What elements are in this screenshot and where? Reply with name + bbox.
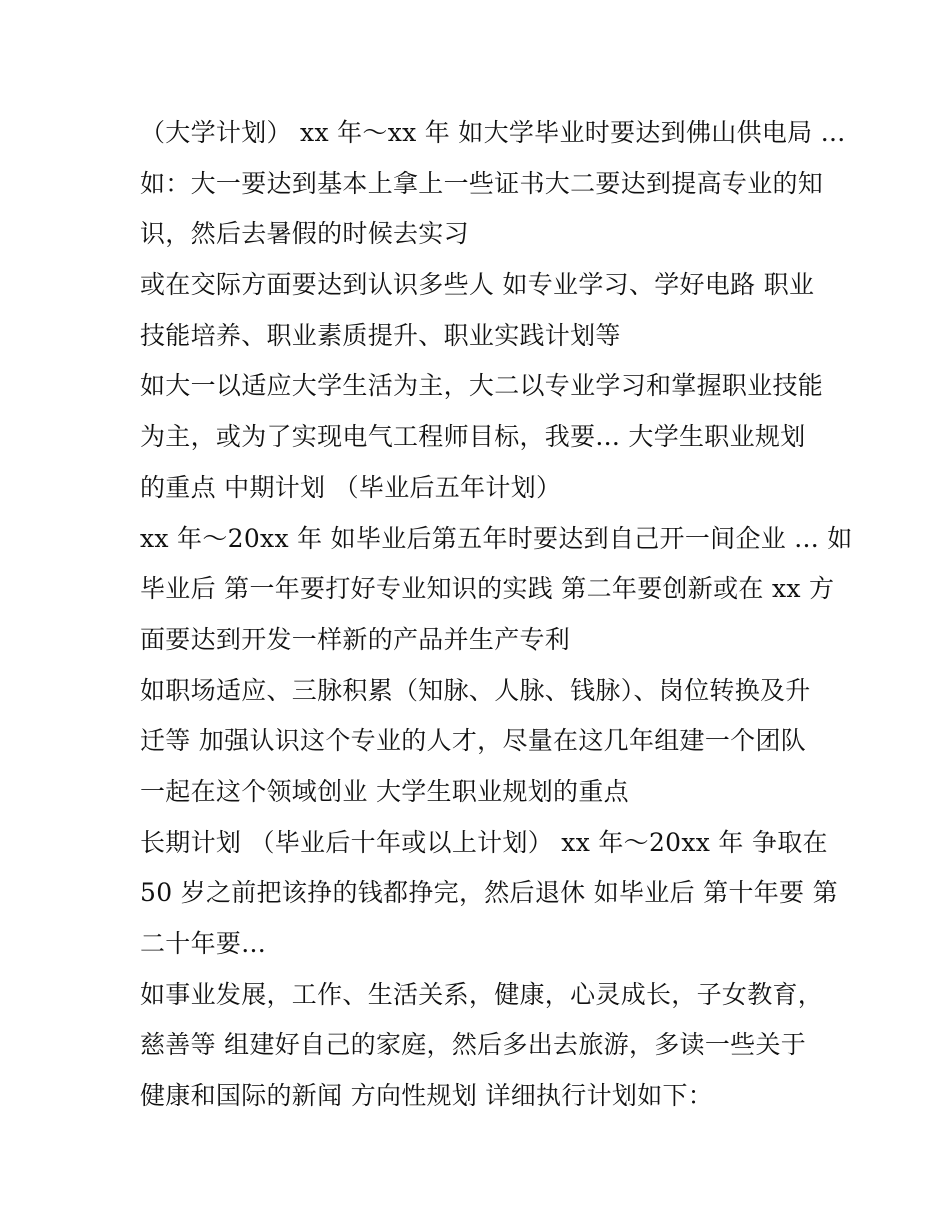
text-line: 技能培养、职业素质提升、职业实践计划等 bbox=[140, 320, 621, 350]
text-line: 健康和国际的新闻 方向性规划 详细执行计划如下： bbox=[140, 1081, 714, 1111]
text-line: 识，然后去暑假的时候去实习 bbox=[140, 219, 469, 249]
text-line: 慈善等 组建好自己的家庭，然后多出去旅游，多读一些关于 bbox=[140, 1030, 807, 1060]
text-line: xx 年～20xx 年 如毕业后第五年时要达到自己开一间企业 ... 如 bbox=[140, 523, 853, 553]
text-line: 或在交际方面要达到认识多些人 如专业学习、学好电路 职业 bbox=[140, 270, 815, 300]
text-line: 如事业发展，工作、生活关系，健康，心灵成长，子女教育， bbox=[140, 979, 824, 1009]
text-line: 毕业后 第一年要打好专业知识的实践 第二年要创新或在 xx 方 bbox=[140, 574, 835, 604]
text-line: 长期计划 （毕业后十年或以上计划） xx 年～20xx 年 争取在 bbox=[140, 827, 828, 857]
text-line: 的重点 中期计划 （毕业后五年计划） bbox=[140, 472, 562, 502]
text-line: 面要达到开发一样新的产品并生产专利 bbox=[140, 624, 571, 654]
text-line: （大学计划） xx 年～xx 年 如大学毕业时要达到佛山供电局 ... bbox=[140, 118, 846, 147]
text-line: 迁等 加强认识这个专业的人才，尽量在这几年组建一个团队 bbox=[140, 726, 807, 756]
text-line: 如职场适应、三脉积累（知脉、人脉、钱脉）、岗位转换及升 bbox=[140, 675, 811, 705]
text-line: 为主，或为了实现电气工程师目标，我要... 大学生职业规划 bbox=[140, 422, 806, 452]
text-line: 50 岁之前把该挣的钱都挣完，然后退休 如毕业后 第十年要 第 bbox=[140, 878, 838, 908]
text-line: 如大一以适应大学生活为主，大二以专业学习和掌握职业技能 bbox=[140, 371, 824, 401]
text-line: 如：大一要达到基本上拿上一些证书大二要达到提高专业的知 bbox=[140, 168, 824, 198]
text-line: 二十年要... bbox=[140, 929, 266, 958]
text-line: 一起在这个领域创业 大学生职业规划的重点 bbox=[140, 776, 629, 806]
body-text bbox=[140, 108, 853, 1122]
